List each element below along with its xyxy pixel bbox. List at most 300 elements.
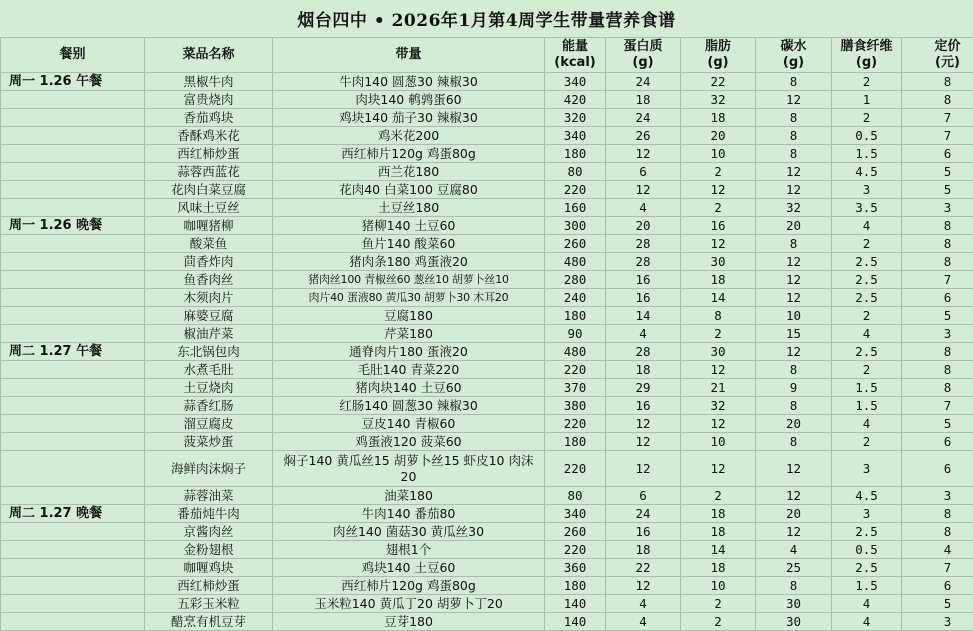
price-cell[interactable]: 8 [902,253,973,271]
ingredients-cell[interactable]: 牛肉140 圆葱30 辣椒30 [273,73,545,91]
energy-cell[interactable]: 380 [545,397,606,415]
fat-cell[interactable]: 2 [681,325,756,343]
fiber-cell[interactable]: 2.5 [832,271,902,289]
price-cell[interactable]: 8 [902,73,973,91]
protein-cell[interactable]: 6 [606,487,681,505]
ingredients-cell[interactable]: 红肠140 圆葱30 辣椒30 [273,397,545,415]
fiber-cell[interactable]: 4 [832,217,902,235]
fiber-cell[interactable]: 0.5 [832,127,902,145]
protein-cell[interactable]: 16 [606,289,681,307]
header-fiber[interactable] [832,38,902,73]
dish-cell[interactable]: 咖喱猪柳 [145,217,273,235]
meal-cell[interactable] [1,127,145,145]
ingredients-cell[interactable]: 豆芽180 [273,613,545,631]
header-meal[interactable]: 餐别 [1,38,145,73]
protein-cell[interactable]: 18 [606,541,681,559]
fat-cell[interactable]: 30 [681,343,756,361]
energy-cell[interactable]: 300 [545,217,606,235]
ingredients-cell[interactable]: 豆腐180 [273,307,545,325]
price-cell[interactable]: 3 [902,613,973,631]
price-cell[interactable]: 8 [902,343,973,361]
table-row [1,559,973,577]
carbs-cell[interactable]: 12 [756,271,832,289]
fat-cell[interactable]: 18 [681,559,756,577]
protein-cell[interactable]: 24 [606,73,681,91]
ingredients-cell[interactable]: 鸡块140 茄子30 辣椒30 [273,109,545,127]
carbs-cell[interactable]: 8 [756,397,832,415]
meal-cell[interactable] [1,253,145,271]
meal-cell[interactable] [1,199,145,217]
meal-cell[interactable] [1,109,145,127]
fat-cell[interactable]: 18 [681,271,756,289]
fiber-cell[interactable]: 4.5 [832,487,902,505]
meal-cell[interactable] [1,595,145,613]
fat-cell[interactable]: 12 [681,181,756,199]
fat-cell[interactable]: 2 [681,163,756,181]
fat-cell[interactable]: 32 [681,91,756,109]
ingredients-cell[interactable]: 西红柿片120g 鸡蛋80g [273,577,545,595]
ingredients-cell[interactable]: 牛肉140 番茄80 [273,505,545,523]
energy-cell[interactable]: 180 [545,307,606,325]
table-row [1,523,973,541]
meal-cell[interactable] [1,577,145,595]
header-protein[interactable] [606,38,681,73]
table-row [1,613,973,631]
carbs-cell[interactable]: 8 [756,235,832,253]
carbs-cell[interactable]: 20 [756,217,832,235]
fiber-cell[interactable]: 1.5 [832,577,902,595]
energy-cell[interactable]: 420 [545,91,606,109]
header-carbs[interactable] [756,38,832,73]
fat-cell[interactable]: 2 [681,487,756,505]
meal-cell[interactable]: 周二 1.27 晚餐 [1,505,145,523]
header-protein-label: 蛋白质 [623,39,663,54]
price-cell[interactable]: 7 [902,559,973,577]
price-cell[interactable]: 6 [902,145,973,163]
ingredients-cell[interactable]: 鸡米花200 [273,127,545,145]
dish-cell[interactable]: 五彩玉米粒 [145,595,273,613]
meal-cell[interactable] [1,289,145,307]
energy-cell[interactable]: 220 [545,361,606,379]
dish-cell[interactable]: 东北锅包肉 [145,343,273,361]
price-cell[interactable]: 8 [902,217,973,235]
fiber-cell[interactable]: 2 [832,307,902,325]
table-row [1,199,973,217]
protein-cell[interactable]: 20 [606,217,681,235]
price-cell[interactable]: 8 [902,235,973,253]
dish-cell[interactable]: 麻婆豆腐 [145,307,273,325]
fiber-cell[interactable]: 4 [832,613,902,631]
carbs-cell[interactable]: 30 [756,595,832,613]
carbs-cell[interactable]: 12 [756,451,832,487]
ingredients-cell[interactable]: 猪肉块140 土豆60 [273,379,545,397]
fiber-cell[interactable]: 3 [832,451,902,487]
protein-cell[interactable]: 4 [606,325,681,343]
energy-cell[interactable]: 220 [545,415,606,433]
energy-cell[interactable]: 220 [545,181,606,199]
ingredients-cell[interactable]: 土豆丝180 [273,199,545,217]
fat-cell[interactable]: 14 [681,541,756,559]
fiber-cell[interactable]: 3.5 [832,199,902,217]
price-cell[interactable]: 5 [902,415,973,433]
meal-cell[interactable]: 周二 1.27 午餐 [1,343,145,361]
fat-cell[interactable]: 16 [681,217,756,235]
meal-cell[interactable] [1,379,145,397]
energy-cell[interactable]: 260 [545,235,606,253]
fiber-cell[interactable]: 2 [832,109,902,127]
table-row [1,163,973,181]
energy-cell[interactable]: 340 [545,127,606,145]
carbs-cell[interactable]: 25 [756,559,832,577]
fat-cell[interactable]: 8 [681,307,756,325]
energy-cell[interactable]: 340 [545,505,606,523]
table-row [1,541,973,559]
protein-cell[interactable]: 4 [606,613,681,631]
protein-cell[interactable]: 16 [606,397,681,415]
price-cell[interactable]: 6 [902,289,973,307]
carbs-cell[interactable]: 12 [756,181,832,199]
protein-cell[interactable]: 24 [606,109,681,127]
ingredients-cell[interactable]: 鸡蛋液120 菠菜60 [273,433,545,451]
dish-cell[interactable]: 花肉白菜豆腐 [145,181,273,199]
ingredients-cell[interactable]: 西红柿片120g 鸡蛋80g [273,145,545,163]
meal-cell[interactable] [1,235,145,253]
meal-cell[interactable] [1,523,145,541]
carbs-cell[interactable]: 12 [756,487,832,505]
energy-cell[interactable]: 180 [545,145,606,163]
dish-cell[interactable]: 蒜香红肠 [145,397,273,415]
price-cell[interactable]: 3 [902,199,973,217]
price-cell[interactable]: 7 [902,271,973,289]
energy-cell[interactable]: 180 [545,577,606,595]
meal-cell[interactable] [1,307,145,325]
price-cell[interactable]: 7 [902,109,973,127]
protein-cell[interactable]: 4 [606,199,681,217]
fat-cell[interactable]: 10 [681,577,756,595]
price-cell[interactable]: 8 [902,379,973,397]
fat-cell[interactable]: 14 [681,289,756,307]
price-cell[interactable]: 8 [902,91,973,109]
fiber-cell[interactable]: 2 [832,235,902,253]
dish-cell[interactable]: 鱼香肉丝 [145,271,273,289]
dish-cell[interactable]: 茴香炸肉 [145,253,273,271]
fiber-cell[interactable]: 2.5 [832,289,902,307]
fiber-cell[interactable]: 1.5 [832,379,902,397]
fat-cell[interactable]: 2 [681,199,756,217]
energy-cell[interactable]: 90 [545,325,606,343]
meal-cell[interactable] [1,325,145,343]
protein-cell[interactable]: 12 [606,181,681,199]
carbs-cell[interactable]: 8 [756,145,832,163]
price-cell[interactable]: 3 [902,487,973,505]
header-fiber-unit: (g) [855,55,878,70]
meal-cell[interactable] [1,271,145,289]
energy-cell[interactable]: 370 [545,379,606,397]
meal-cell[interactable] [1,613,145,631]
fiber-cell[interactable]: 0.5 [832,541,902,559]
table-row [1,343,973,361]
fat-cell[interactable]: 18 [681,523,756,541]
dish-cell[interactable]: 香茄鸡块 [145,109,273,127]
carbs-cell[interactable]: 12 [756,91,832,109]
protein-cell[interactable]: 12 [606,145,681,163]
dish-cell[interactable]: 椒油芹菜 [145,325,273,343]
meal-cell[interactable] [1,541,145,559]
price-cell[interactable]: 7 [902,397,973,415]
dish-cell[interactable]: 溜豆腐皮 [145,415,273,433]
protein-cell[interactable]: 12 [606,451,681,487]
header-energy[interactable] [545,38,606,73]
protein-cell[interactable]: 16 [606,523,681,541]
fiber-cell[interactable]: 1.5 [832,397,902,415]
ingredients-cell[interactable]: 翅根1个 [273,541,545,559]
header-ingredients[interactable]: 带量 [273,38,545,73]
ingredients-cell[interactable]: 玉米粒140 黄瓜丁20 胡萝卜丁20 [273,595,545,613]
ingredients-cell[interactable]: 肉片40 蛋液80 黄瓜30 胡萝卜30 木耳20 [273,289,545,307]
meal-cell[interactable] [1,487,145,505]
protein-cell[interactable]: 28 [606,235,681,253]
header-price[interactable] [902,38,973,73]
ingredients-cell[interactable]: 猪肉条180 鸡蛋液20 [273,253,545,271]
header-fiber-label: 膳食纤维 [840,39,893,54]
carbs-cell[interactable]: 10 [756,307,832,325]
fat-cell[interactable]: 10 [681,145,756,163]
fat-cell[interactable]: 12 [681,415,756,433]
carbs-cell[interactable]: 30 [756,613,832,631]
fiber-cell[interactable]: 2 [832,73,902,91]
fat-cell[interactable]: 2 [681,595,756,613]
protein-cell[interactable]: 26 [606,127,681,145]
ingredients-cell[interactable]: 猪肉丝100 青椒丝60 葱丝10 胡萝卜丝10 [273,271,545,289]
dish-cell[interactable]: 咖喱鸡块 [145,559,273,577]
header-carbs-unit: (g) [782,55,805,70]
fiber-cell[interactable]: 2 [832,433,902,451]
ingredients-cell[interactable]: 毛肚140 青菜220 [273,361,545,379]
price-cell[interactable]: 8 [902,523,973,541]
protein-cell[interactable]: 28 [606,253,681,271]
meal-cell[interactable] [1,451,145,487]
protein-cell[interactable]: 28 [606,343,681,361]
protein-cell[interactable]: 29 [606,379,681,397]
carbs-cell[interactable]: 9 [756,379,832,397]
dish-cell[interactable]: 木须肉片 [145,289,273,307]
carbs-cell[interactable]: 12 [756,343,832,361]
carbs-cell[interactable]: 15 [756,325,832,343]
fat-cell[interactable]: 22 [681,73,756,91]
protein-cell[interactable]: 12 [606,415,681,433]
carbs-cell[interactable]: 12 [756,163,832,181]
fat-cell[interactable]: 18 [681,505,756,523]
protein-cell[interactable]: 16 [606,271,681,289]
fiber-cell[interactable]: 4 [832,325,902,343]
price-cell[interactable]: 4 [902,541,973,559]
meal-cell[interactable] [1,559,145,577]
dish-cell[interactable]: 风味土豆丝 [145,199,273,217]
ingredients-cell[interactable]: 猪柳140 土豆60 [273,217,545,235]
energy-cell[interactable]: 220 [545,451,606,487]
price-cell[interactable]: 7 [902,127,973,145]
header-protein-unit: (g) [632,55,654,70]
price-cell[interactable]: 6 [902,451,973,487]
energy-cell[interactable]: 360 [545,559,606,577]
table-row [1,271,973,289]
energy-cell[interactable]: 280 [545,271,606,289]
dish-cell[interactable]: 菠菜炒蛋 [145,433,273,451]
fiber-cell[interactable]: 2.5 [832,253,902,271]
energy-cell[interactable]: 320 [545,109,606,127]
protein-cell[interactable]: 22 [606,559,681,577]
ingredients-cell[interactable]: 花肉40 白菜100 豆腐80 [273,181,545,199]
dish-cell[interactable]: 海鲜肉沫焖子 [145,451,273,487]
table-row [1,433,973,451]
fiber-cell[interactable]: 1.5 [832,145,902,163]
price-cell[interactable]: 5 [902,307,973,325]
dish-cell[interactable]: 水煮毛肚 [145,361,273,379]
fat-cell[interactable]: 32 [681,397,756,415]
ingredients-cell[interactable]: 通脊肉片180 蛋液20 [273,343,545,361]
protein-cell[interactable]: 18 [606,91,681,109]
carbs-cell[interactable]: 12 [756,289,832,307]
price-cell[interactable]: 8 [902,361,973,379]
dish-cell[interactable]: 京酱肉丝 [145,523,273,541]
meal-cell[interactable] [1,361,145,379]
ingredients-cell[interactable]: 鸡块140 土豆60 [273,559,545,577]
carbs-cell[interactable]: 8 [756,361,832,379]
price-cell[interactable]: 6 [902,577,973,595]
carbs-cell[interactable]: 32 [756,199,832,217]
meal-cell[interactable] [1,433,145,451]
fiber-cell[interactable]: 3 [832,181,902,199]
protein-cell[interactable]: 12 [606,577,681,595]
energy-cell[interactable]: 480 [545,343,606,361]
meal-cell[interactable] [1,397,145,415]
meal-cell[interactable] [1,91,145,109]
header-fat[interactable] [681,38,756,73]
energy-cell[interactable]: 260 [545,523,606,541]
ingredients-cell[interactable]: 肉丝140 菌菇30 黄瓜丝30 [273,523,545,541]
table-row [1,451,973,487]
dish-cell[interactable]: 酸菜鱼 [145,235,273,253]
carbs-cell[interactable]: 20 [756,415,832,433]
price-cell[interactable]: 5 [902,595,973,613]
price-cell[interactable]: 6 [902,433,973,451]
ingredients-cell[interactable]: 芹菜180 [273,325,545,343]
price-cell[interactable]: 8 [902,505,973,523]
energy-cell[interactable]: 80 [545,163,606,181]
carbs-cell[interactable]: 20 [756,505,832,523]
fat-cell[interactable]: 30 [681,253,756,271]
dish-cell[interactable]: 蒜蓉西蓝花 [145,163,273,181]
protein-cell[interactable]: 24 [606,505,681,523]
meal-cell[interactable]: 周一 1.26 午餐 [1,73,145,91]
protein-cell[interactable]: 12 [606,433,681,451]
fiber-cell[interactable]: 2 [832,361,902,379]
ingredients-cell[interactable]: 豆皮140 青椒60 [273,415,545,433]
dish-cell[interactable]: 番茄炖牛肉 [145,505,273,523]
meal-cell[interactable] [1,163,145,181]
fiber-cell[interactable]: 4.5 [832,163,902,181]
ingredients-cell[interactable]: 油菜180 [273,487,545,505]
fat-cell[interactable]: 10 [681,433,756,451]
ingredients-cell[interactable]: 肉块140 鹌鹑蛋60 [273,91,545,109]
carbs-cell[interactable]: 8 [756,73,832,91]
fiber-cell[interactable]: 2.5 [832,343,902,361]
energy-cell[interactable]: 240 [545,289,606,307]
fiber-cell[interactable]: 2.5 [832,559,902,577]
carbs-cell[interactable]: 8 [756,127,832,145]
energy-cell[interactable]: 180 [545,433,606,451]
dish-cell[interactable]: 金粉翅根 [145,541,273,559]
dish-cell[interactable]: 香酥鸡米花 [145,127,273,145]
ingredients-cell[interactable]: 鱼片140 酸菜60 [273,235,545,253]
energy-cell[interactable]: 340 [545,73,606,91]
price-cell[interactable]: 3 [902,325,973,343]
price-cell[interactable]: 5 [902,163,973,181]
table-row [1,181,973,199]
energy-cell[interactable]: 160 [545,199,606,217]
dish-cell[interactable]: 黑椒牛肉 [145,73,273,91]
table-row [1,217,973,235]
carbs-cell[interactable]: 8 [756,109,832,127]
meal-cell[interactable] [1,181,145,199]
fat-cell[interactable]: 20 [681,127,756,145]
protein-cell[interactable]: 4 [606,595,681,613]
carbs-cell[interactable]: 4 [756,541,832,559]
ingredients-cell[interactable]: 焖子140 黄瓜丝15 胡萝卜丝15 虾皮10 肉沫20 [273,451,545,487]
protein-cell[interactable]: 6 [606,163,681,181]
protein-cell[interactable]: 18 [606,361,681,379]
fat-cell[interactable]: 12 [681,235,756,253]
price-cell[interactable]: 5 [902,181,973,199]
dish-cell[interactable]: 富贵烧肉 [145,91,273,109]
fat-cell[interactable]: 18 [681,109,756,127]
fiber-cell[interactable]: 1 [832,91,902,109]
dish-cell[interactable]: 西红柿炒蛋 [145,145,273,163]
protein-cell[interactable]: 14 [606,307,681,325]
table-row [1,379,973,397]
carbs-cell[interactable]: 12 [756,253,832,271]
fiber-cell[interactable]: 4 [832,595,902,613]
carbs-cell[interactable]: 8 [756,577,832,595]
fiber-cell[interactable]: 2.5 [832,523,902,541]
dish-cell[interactable]: 醋烹有机豆芽 [145,613,273,631]
meal-cell[interactable] [1,415,145,433]
dish-cell[interactable]: 西红柿炒蛋 [145,577,273,595]
dish-cell[interactable]: 土豆烧肉 [145,379,273,397]
energy-cell[interactable]: 140 [545,613,606,631]
fiber-cell[interactable]: 4 [832,415,902,433]
meal-cell[interactable]: 周一 1.26 晚餐 [1,217,145,235]
carbs-cell[interactable]: 8 [756,433,832,451]
table-row [1,127,973,145]
fat-cell[interactable]: 2 [681,613,756,631]
energy-cell[interactable]: 140 [545,595,606,613]
fat-cell[interactable]: 12 [681,361,756,379]
energy-cell[interactable]: 80 [545,487,606,505]
table-row [1,289,973,307]
fiber-cell[interactable]: 3 [832,505,902,523]
carbs-cell[interactable]: 12 [756,523,832,541]
header-dish[interactable]: 菜品名称 [145,38,273,73]
header-energy-unit: (kcal) [554,55,596,70]
fat-cell[interactable]: 21 [681,379,756,397]
energy-cell[interactable]: 480 [545,253,606,271]
energy-cell[interactable]: 220 [545,541,606,559]
fat-cell[interactable]: 12 [681,451,756,487]
dish-cell[interactable]: 蒜蓉油菜 [145,487,273,505]
meal-cell[interactable] [1,145,145,163]
ingredients-cell[interactable]: 西兰花180 [273,163,545,181]
